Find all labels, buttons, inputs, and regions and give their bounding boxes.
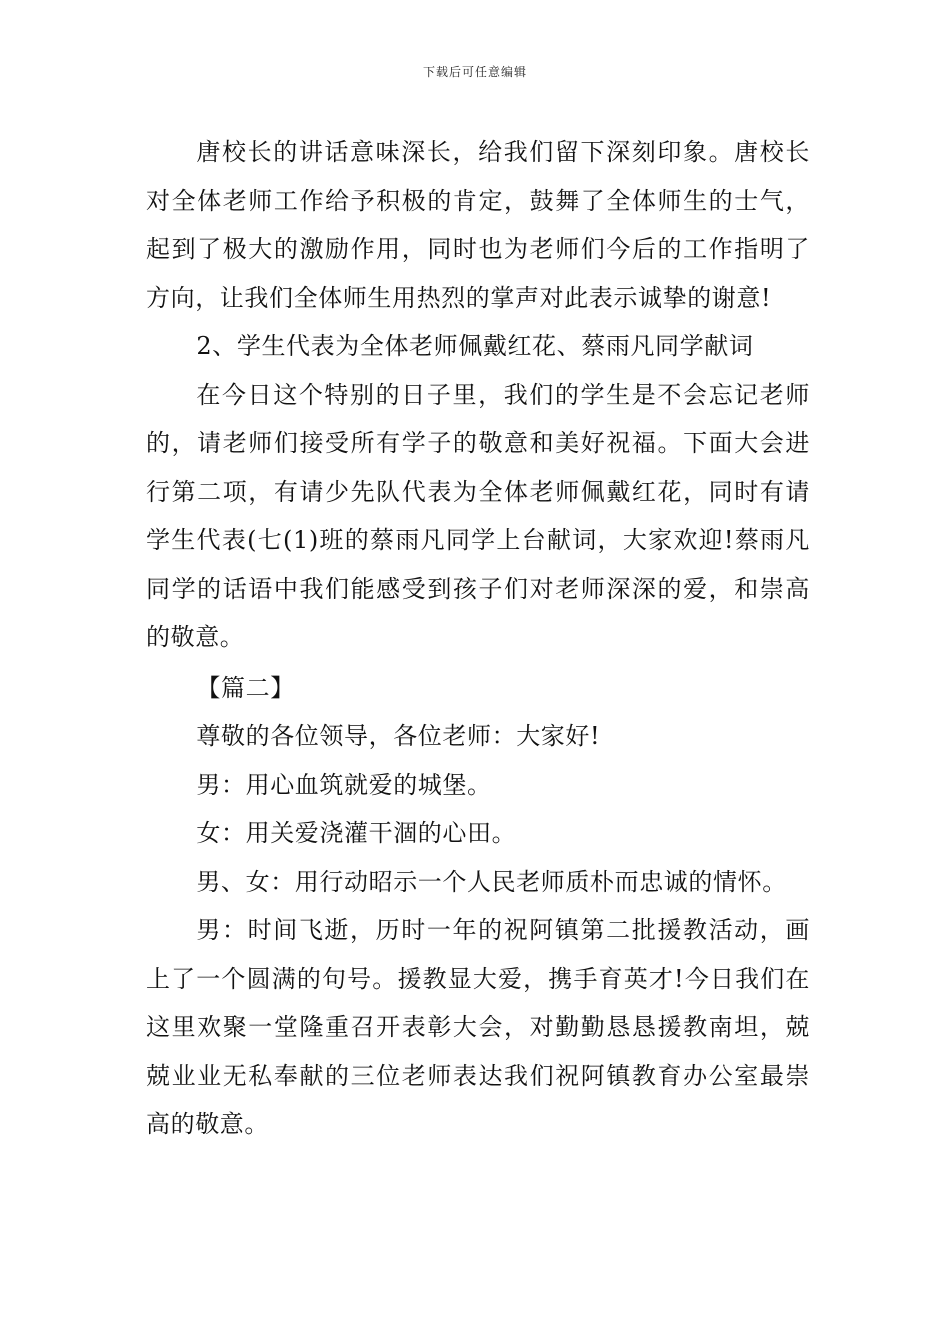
section-heading-part-two: 【篇二】	[196, 673, 295, 702]
paragraph-both-line: 男、女：用行动昭示一个人民老师质朴而忠诚的情怀。	[196, 867, 787, 896]
paragraph-greeting: 尊敬的各位领导，各位老师：大家好!	[196, 722, 601, 750]
paragraph-principal-speech: 唐校长的讲话意味深长，给我们留下深刻印象。唐校长对全体老师工作给予积极的肯定，鼓舞了全体师生的士气，起到了极大的激励作用，同时也为老师们今后的工作指明了方向，让我们全体师生用热烈的掌声对此表示诚挚的谢意!	[146, 138, 810, 312]
document-body	[146, 128, 810, 1149]
page-header: 下载后可任意编辑	[422, 65, 527, 79]
paragraph-student-tribute: 在今日这个特别的日子里，我们的学生是不会忘记老师的，请老师们接受所有学子的敬意和美好祝福。下面大会进行第二项，有请少先队代表为全体老师佩戴红花，同时有请学生代表(七(1)班的蔡雨凡同学上台献词，大家欢迎!蔡雨凡同学的话语中我们能感受到孩子们对老师深深的爱，和崇高的敬意。	[146, 380, 810, 651]
paragraph-male-line-1: 男：用心血筑就爱的城堡。	[196, 770, 492, 799]
paragraph-male-line-2: 男：时间飞逝，历时一年的祝阿镇第二批援教活动，画上了一个圆满的句号。援教显大爱，携手育英才!今日我们在这里欢聚一堂隆重召开表彰大会，对勤勤恳恳援教南坦，兢兢业业无私奉献的三位老师表达我们祝阿镇教育办公室最崇高的敬意。	[146, 916, 810, 1138]
paragraph-female-line-1: 女：用关爱浇灌干涸的心田。	[196, 819, 517, 847]
paragraph-item-2-heading: 2、学生代表为全体老师佩戴红花、蔡雨凡同学献词	[196, 332, 754, 360]
